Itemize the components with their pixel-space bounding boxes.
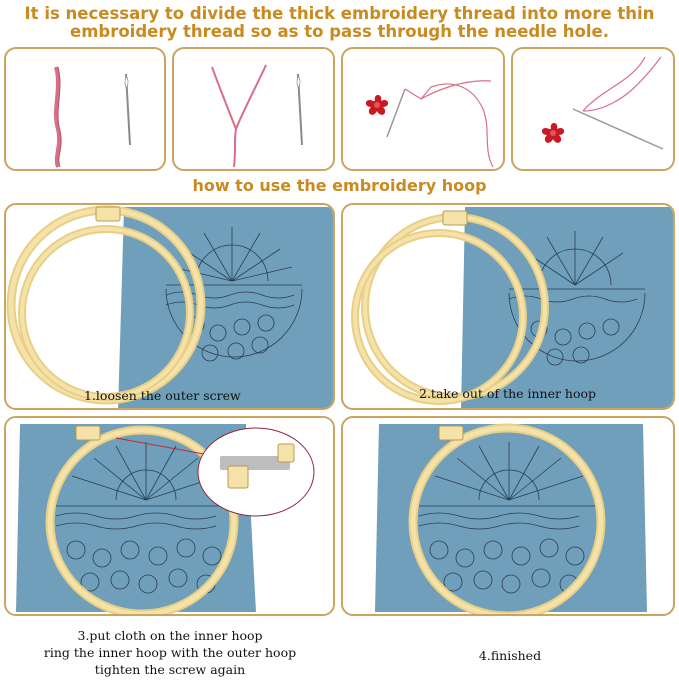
thread-panel-1 bbox=[4, 47, 166, 171]
step-1-caption: 1.loosen the outer screw bbox=[84, 388, 241, 403]
step-3-caption-line-2: ring the inner hoop with the outer hoop bbox=[43, 645, 297, 660]
needle-threader-image bbox=[343, 49, 505, 171]
header-line-1: It is necessary to divide the thick embroidery thread into more thin bbox=[24, 4, 655, 23]
section-subtitle: how to use the embroidery hoop bbox=[192, 176, 487, 195]
step-3-caption-line-3: tighten the screw again bbox=[94, 662, 246, 677]
header-line-2: embroidery thread so as to pass through the needle hole. bbox=[70, 22, 609, 41]
loosen-screw-image bbox=[6, 205, 335, 410]
step-2-caption: 2.take out of the inner hoop bbox=[419, 386, 597, 401]
step-2-panel bbox=[341, 203, 675, 410]
cloth-on-inner-hoop-image bbox=[6, 418, 335, 616]
step-3-panel bbox=[4, 416, 335, 616]
take-out-inner-hoop-image bbox=[343, 205, 675, 410]
finished-hoop-image bbox=[343, 418, 675, 616]
thread-through-needle-image bbox=[513, 49, 675, 171]
split-thread-and-needle-image bbox=[174, 49, 335, 171]
thread-panel-4 bbox=[511, 47, 675, 171]
step-4-panel bbox=[341, 416, 675, 616]
step-3-caption bbox=[0, 627, 340, 678]
step-1-panel bbox=[4, 203, 335, 410]
step-4-caption: 4.finished bbox=[478, 648, 542, 663]
thread-panel-3 bbox=[341, 47, 505, 171]
step-3-caption-line-1: 3.put cloth on the inner hoop bbox=[77, 628, 263, 643]
thread-panel-2 bbox=[172, 47, 335, 171]
thick-thread-and-needle-image bbox=[6, 49, 166, 171]
